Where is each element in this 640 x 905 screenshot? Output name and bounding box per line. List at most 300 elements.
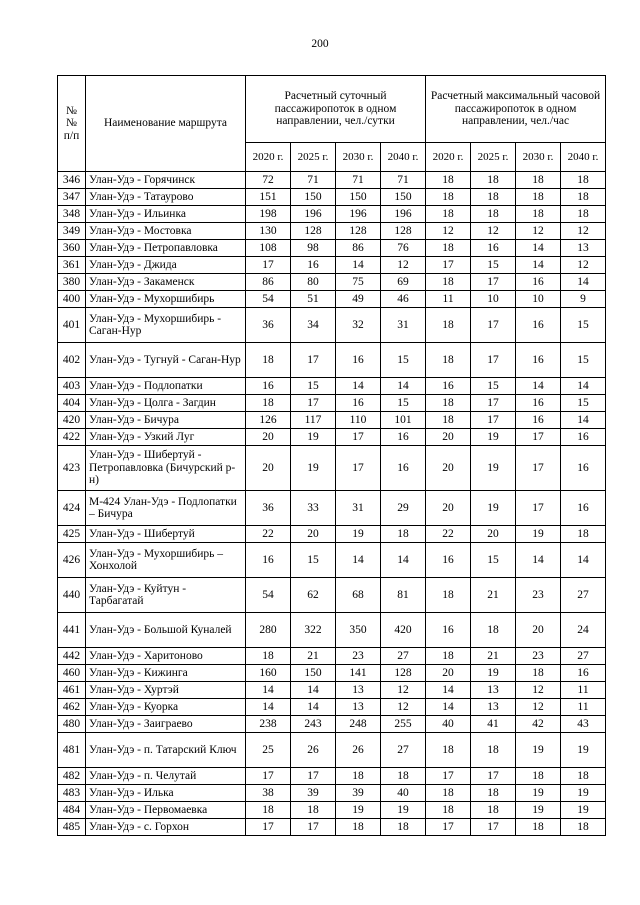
header-year: 2040 г.: [561, 143, 606, 172]
flow-value: 71: [381, 172, 426, 189]
flow-value: 117: [291, 412, 336, 429]
table-row: [58, 429, 606, 446]
flow-value: 68: [336, 578, 381, 613]
flow-value: 27: [561, 578, 606, 613]
flow-value: 22: [246, 526, 291, 543]
flow-value: 16: [516, 395, 561, 412]
flow-value: 17: [291, 395, 336, 412]
flow-value: 81: [381, 578, 426, 613]
flow-value: 15: [381, 395, 426, 412]
route-name: Улан-Удэ - Узкий Луг: [86, 429, 246, 446]
route-name: Улан-Удэ - Мухоршибирь – Хонхолой: [86, 543, 246, 578]
flow-value: 19: [291, 446, 336, 491]
flow-value: 51: [291, 291, 336, 308]
flow-value: 196: [291, 206, 336, 223]
table-row: [58, 768, 606, 785]
flow-value: 24: [561, 613, 606, 648]
route-number: 441: [58, 613, 86, 648]
flow-value: 39: [336, 785, 381, 802]
flow-value: 18: [471, 613, 516, 648]
flow-value: 13: [471, 682, 516, 699]
table-row: [58, 578, 606, 613]
flow-value: 18: [291, 802, 336, 819]
flow-value: 46: [381, 291, 426, 308]
flow-value: 160: [246, 665, 291, 682]
flow-value: 19: [561, 733, 606, 768]
flow-value: 150: [291, 665, 336, 682]
route-number: 485: [58, 819, 86, 836]
flow-value: 18: [426, 240, 471, 257]
flow-value: 18: [426, 395, 471, 412]
flow-value: 14: [291, 699, 336, 716]
flow-value: 34: [291, 308, 336, 343]
route-name: Улан-Удэ - п. Татарский Ключ: [86, 733, 246, 768]
flow-value: 26: [291, 733, 336, 768]
flow-value: 18: [426, 206, 471, 223]
flow-value: 17: [516, 491, 561, 526]
flow-value: 80: [291, 274, 336, 291]
flow-value: 18: [336, 768, 381, 785]
route-number: 481: [58, 733, 86, 768]
route-number: 424: [58, 491, 86, 526]
flow-value: 128: [381, 223, 426, 240]
flow-value: 18: [426, 189, 471, 206]
route-number: 480: [58, 716, 86, 733]
route-name: Улан-Удэ - Большой Куналей: [86, 613, 246, 648]
flow-value: 17: [291, 819, 336, 836]
flow-value: 238: [246, 716, 291, 733]
header-route-name: Наименование маршрута: [86, 76, 246, 172]
flow-value: 25: [246, 733, 291, 768]
flow-value: 18: [246, 343, 291, 378]
route-number: 347: [58, 189, 86, 206]
route-number: 348: [58, 206, 86, 223]
flow-value: 15: [561, 395, 606, 412]
flow-value: 18: [516, 665, 561, 682]
flow-value: 18: [381, 526, 426, 543]
flow-value: 128: [336, 223, 381, 240]
flow-value: 12: [426, 223, 471, 240]
route-number: 442: [58, 648, 86, 665]
route-name: Улан-Удэ - Хуртэй: [86, 682, 246, 699]
flow-value: 255: [381, 716, 426, 733]
flow-value: 17: [471, 343, 516, 378]
flow-value: 151: [246, 189, 291, 206]
flow-value: 16: [426, 378, 471, 395]
flow-value: 12: [561, 223, 606, 240]
route-number: 425: [58, 526, 86, 543]
table-row: [58, 699, 606, 716]
flow-value: 86: [246, 274, 291, 291]
flow-value: 19: [336, 802, 381, 819]
flow-value: 150: [291, 189, 336, 206]
flow-value: 18: [561, 206, 606, 223]
flow-value: 14: [561, 543, 606, 578]
flow-value: 18: [561, 189, 606, 206]
flow-value: 128: [291, 223, 336, 240]
flow-value: 9: [561, 291, 606, 308]
table-row: [58, 206, 606, 223]
flow-value: 17: [426, 819, 471, 836]
flow-value: 14: [561, 412, 606, 429]
flow-value: 19: [516, 526, 561, 543]
flow-value: 18: [561, 526, 606, 543]
route-name: Улан-Удэ - Ильинка: [86, 206, 246, 223]
flow-value: 15: [561, 308, 606, 343]
route-number: 360: [58, 240, 86, 257]
flow-value: 17: [471, 274, 516, 291]
flow-value: 31: [381, 308, 426, 343]
flow-value: 29: [381, 491, 426, 526]
flow-value: 23: [336, 648, 381, 665]
flow-value: 16: [561, 665, 606, 682]
table-body: [58, 172, 606, 836]
flow-value: 38: [246, 785, 291, 802]
route-number: 349: [58, 223, 86, 240]
flow-value: 18: [516, 172, 561, 189]
flow-value: 16: [381, 446, 426, 491]
route-number: 420: [58, 412, 86, 429]
flow-value: 20: [246, 446, 291, 491]
flow-value: 18: [426, 343, 471, 378]
flow-value: 20: [246, 429, 291, 446]
table-row: [58, 446, 606, 491]
flow-value: 21: [291, 648, 336, 665]
flow-value: 14: [516, 543, 561, 578]
flow-value: 12: [516, 682, 561, 699]
route-number: 462: [58, 699, 86, 716]
flow-value: 198: [246, 206, 291, 223]
route-number: 380: [58, 274, 86, 291]
flow-value: 18: [561, 172, 606, 189]
flow-value: 15: [471, 378, 516, 395]
header-year: 2030 г.: [336, 143, 381, 172]
flow-value: 36: [246, 308, 291, 343]
route-number: 461: [58, 682, 86, 699]
flow-value: 75: [336, 274, 381, 291]
flow-value: 128: [381, 665, 426, 682]
flow-value: 20: [426, 665, 471, 682]
flow-value: 72: [246, 172, 291, 189]
flow-value: 23: [516, 648, 561, 665]
flow-value: 16: [561, 446, 606, 491]
flow-value: 39: [291, 785, 336, 802]
flow-value: 19: [561, 785, 606, 802]
flow-value: 17: [516, 429, 561, 446]
flow-value: 17: [471, 412, 516, 429]
flow-value: 18: [561, 819, 606, 836]
flow-value: 14: [336, 543, 381, 578]
flow-value: 15: [381, 343, 426, 378]
table-row: [58, 543, 606, 578]
table-row: [58, 412, 606, 429]
flow-value: 13: [561, 240, 606, 257]
flow-value: 17: [291, 768, 336, 785]
flow-value: 21: [471, 578, 516, 613]
route-name: Улан-Удэ - Куйтун - Тарбагатай: [86, 578, 246, 613]
table-row: [58, 802, 606, 819]
route-name: Улан-Удэ - Заиграево: [86, 716, 246, 733]
flow-value: 16: [336, 343, 381, 378]
flow-value: 17: [516, 446, 561, 491]
flow-value: 19: [291, 429, 336, 446]
flow-value: 15: [471, 543, 516, 578]
table-row: [58, 274, 606, 291]
flow-value: 18: [426, 412, 471, 429]
flow-value: 16: [426, 613, 471, 648]
table-row: [58, 682, 606, 699]
flow-value: 12: [381, 257, 426, 274]
flow-value: 141: [336, 665, 381, 682]
flow-value: 19: [516, 802, 561, 819]
table-row: [58, 648, 606, 665]
flow-value: 18: [246, 648, 291, 665]
flow-value: 14: [561, 274, 606, 291]
route-name: Улан-Удэ - Мухоршибирь: [86, 291, 246, 308]
table-row: [58, 223, 606, 240]
flow-value: 20: [426, 491, 471, 526]
flow-value: 14: [246, 699, 291, 716]
flow-value: 27: [561, 648, 606, 665]
flow-value: 16: [516, 274, 561, 291]
route-name: Улан-Удэ - Закаменск: [86, 274, 246, 291]
flow-value: 16: [246, 378, 291, 395]
flow-value: 243: [291, 716, 336, 733]
flow-value: 18: [426, 172, 471, 189]
flow-value: 126: [246, 412, 291, 429]
route-name: Улан-Удэ - Мухоршибирь - Саган-Нур: [86, 308, 246, 343]
flow-value: 18: [471, 206, 516, 223]
flow-value: 15: [471, 257, 516, 274]
route-name: Улан-Удэ - п. Челутай: [86, 768, 246, 785]
flow-value: 196: [381, 206, 426, 223]
flow-value: 14: [381, 543, 426, 578]
table-row: [58, 733, 606, 768]
flow-value: 248: [336, 716, 381, 733]
flow-value: 20: [516, 613, 561, 648]
flow-value: 16: [471, 240, 516, 257]
flow-value: 18: [471, 785, 516, 802]
flow-value: 17: [471, 395, 516, 412]
flow-value: 18: [561, 768, 606, 785]
flow-value: 16: [516, 343, 561, 378]
flow-value: 18: [516, 768, 561, 785]
route-name: Улан-Удэ - Шибертуй: [86, 526, 246, 543]
flow-value: 16: [516, 412, 561, 429]
route-name: Улан-Удэ - Шибертуй - Петропавловка (Бичурский р-н): [86, 446, 246, 491]
page-number: 200: [311, 38, 329, 50]
flow-value: 14: [516, 378, 561, 395]
header-year: 2025 г.: [291, 143, 336, 172]
route-name: Улан-Удэ - Кижинга: [86, 665, 246, 682]
flow-value: 16: [246, 543, 291, 578]
route-number: 400: [58, 291, 86, 308]
table-row: [58, 172, 606, 189]
routes-table: [57, 75, 606, 836]
flow-value: 18: [426, 785, 471, 802]
flow-value: 17: [471, 308, 516, 343]
flow-value: 62: [291, 578, 336, 613]
flow-value: 14: [336, 378, 381, 395]
flow-value: 150: [336, 189, 381, 206]
route-name: Улан-Удэ - Подлопатки: [86, 378, 246, 395]
flow-value: 18: [336, 819, 381, 836]
header-year: 2040 г.: [381, 143, 426, 172]
flow-value: 14: [381, 378, 426, 395]
route-number: 482: [58, 768, 86, 785]
flow-value: 13: [336, 699, 381, 716]
flow-value: 32: [336, 308, 381, 343]
flow-value: 13: [471, 699, 516, 716]
flow-value: 19: [471, 491, 516, 526]
route-number: 483: [58, 785, 86, 802]
flow-value: 18: [426, 802, 471, 819]
flow-value: 14: [246, 682, 291, 699]
flow-value: 420: [381, 613, 426, 648]
flow-value: 31: [336, 491, 381, 526]
route-number: 440: [58, 578, 86, 613]
route-name: Улан-Удэ - Мостовка: [86, 223, 246, 240]
flow-value: 20: [291, 526, 336, 543]
route-number: 346: [58, 172, 86, 189]
flow-value: 14: [336, 257, 381, 274]
flow-value: 18: [246, 395, 291, 412]
flow-value: 17: [246, 819, 291, 836]
flow-value: 71: [291, 172, 336, 189]
table-row: [58, 240, 606, 257]
flow-value: 54: [246, 291, 291, 308]
flow-value: 13: [336, 682, 381, 699]
route-name: М-424 Улан-Удэ - Подлопатки – Бичура: [86, 491, 246, 526]
flow-value: 12: [516, 223, 561, 240]
route-name: Улан-Удэ - Харитоново: [86, 648, 246, 665]
flow-value: 20: [471, 526, 516, 543]
flow-value: 17: [336, 429, 381, 446]
flow-value: 98: [291, 240, 336, 257]
flow-value: 19: [471, 429, 516, 446]
table-row: [58, 343, 606, 378]
table-row: [58, 613, 606, 648]
flow-value: 350: [336, 613, 381, 648]
flow-value: 17: [426, 768, 471, 785]
route-name: Улан-Удэ - Тугнуй - Саган-Нур: [86, 343, 246, 378]
route-number: 426: [58, 543, 86, 578]
flow-value: 26: [336, 733, 381, 768]
flow-value: 17: [471, 819, 516, 836]
flow-value: 15: [291, 543, 336, 578]
flow-value: 16: [291, 257, 336, 274]
flow-value: 14: [291, 682, 336, 699]
table-row: [58, 308, 606, 343]
table-row: [58, 491, 606, 526]
flow-value: 12: [471, 223, 516, 240]
route-name: Улан-Удэ - Куорка: [86, 699, 246, 716]
flow-value: 40: [426, 716, 471, 733]
flow-value: 14: [426, 699, 471, 716]
route-number: 460: [58, 665, 86, 682]
flow-value: 27: [381, 648, 426, 665]
flow-value: 49: [336, 291, 381, 308]
table-row: [58, 526, 606, 543]
flow-value: 18: [471, 172, 516, 189]
flow-value: 11: [426, 291, 471, 308]
flow-value: 86: [336, 240, 381, 257]
table-row: [58, 378, 606, 395]
flow-value: 19: [381, 802, 426, 819]
flow-value: 322: [291, 613, 336, 648]
flow-value: 23: [516, 578, 561, 613]
flow-value: 19: [516, 785, 561, 802]
flow-value: 14: [516, 240, 561, 257]
flow-value: 36: [246, 491, 291, 526]
route-name: Улан-Удэ - Горячинск: [86, 172, 246, 189]
flow-value: 18: [471, 802, 516, 819]
header-year: 2020 г.: [246, 143, 291, 172]
flow-value: 14: [516, 257, 561, 274]
flow-value: 42: [516, 716, 561, 733]
flow-value: 12: [381, 682, 426, 699]
flow-value: 16: [426, 543, 471, 578]
flow-value: 19: [336, 526, 381, 543]
route-number: 402: [58, 343, 86, 378]
flow-value: 18: [471, 733, 516, 768]
table-row: [58, 291, 606, 308]
flow-value: 19: [471, 665, 516, 682]
header-year: 2025 г.: [471, 143, 516, 172]
flow-value: 16: [516, 308, 561, 343]
flow-value: 41: [471, 716, 516, 733]
flow-value: 17: [336, 446, 381, 491]
flow-value: 18: [426, 578, 471, 613]
flow-value: 15: [561, 343, 606, 378]
route-number: 484: [58, 802, 86, 819]
flow-value: 150: [381, 189, 426, 206]
flow-value: 130: [246, 223, 291, 240]
flow-value: 14: [561, 378, 606, 395]
table-row: [58, 716, 606, 733]
header-year: 2020 г.: [426, 143, 471, 172]
flow-value: 18: [381, 819, 426, 836]
flow-value: 18: [426, 274, 471, 291]
flow-value: 108: [246, 240, 291, 257]
flow-value: 12: [381, 699, 426, 716]
flow-value: 17: [246, 768, 291, 785]
flow-value: 17: [291, 343, 336, 378]
flow-value: 54: [246, 578, 291, 613]
flow-value: 19: [471, 446, 516, 491]
route-number: 403: [58, 378, 86, 395]
flow-value: 18: [426, 648, 471, 665]
flow-value: 10: [471, 291, 516, 308]
table-row: [58, 665, 606, 682]
table-row: [58, 785, 606, 802]
flow-value: 17: [471, 768, 516, 785]
route-name: Улан-Удэ - Цолга - Загдин: [86, 395, 246, 412]
table-row: [58, 819, 606, 836]
flow-value: 19: [516, 733, 561, 768]
flow-value: 196: [336, 206, 381, 223]
route-name: Улан-Удэ - с. Горхон: [86, 819, 246, 836]
flow-value: 18: [471, 189, 516, 206]
header-num: № № п/п: [58, 76, 86, 172]
header-year: 2030 г.: [516, 143, 561, 172]
route-name: Улан-Удэ - Бичура: [86, 412, 246, 429]
flow-value: 18: [516, 189, 561, 206]
flow-value: 11: [561, 682, 606, 699]
flow-value: 16: [336, 395, 381, 412]
flow-value: 18: [426, 308, 471, 343]
flow-value: 18: [516, 819, 561, 836]
